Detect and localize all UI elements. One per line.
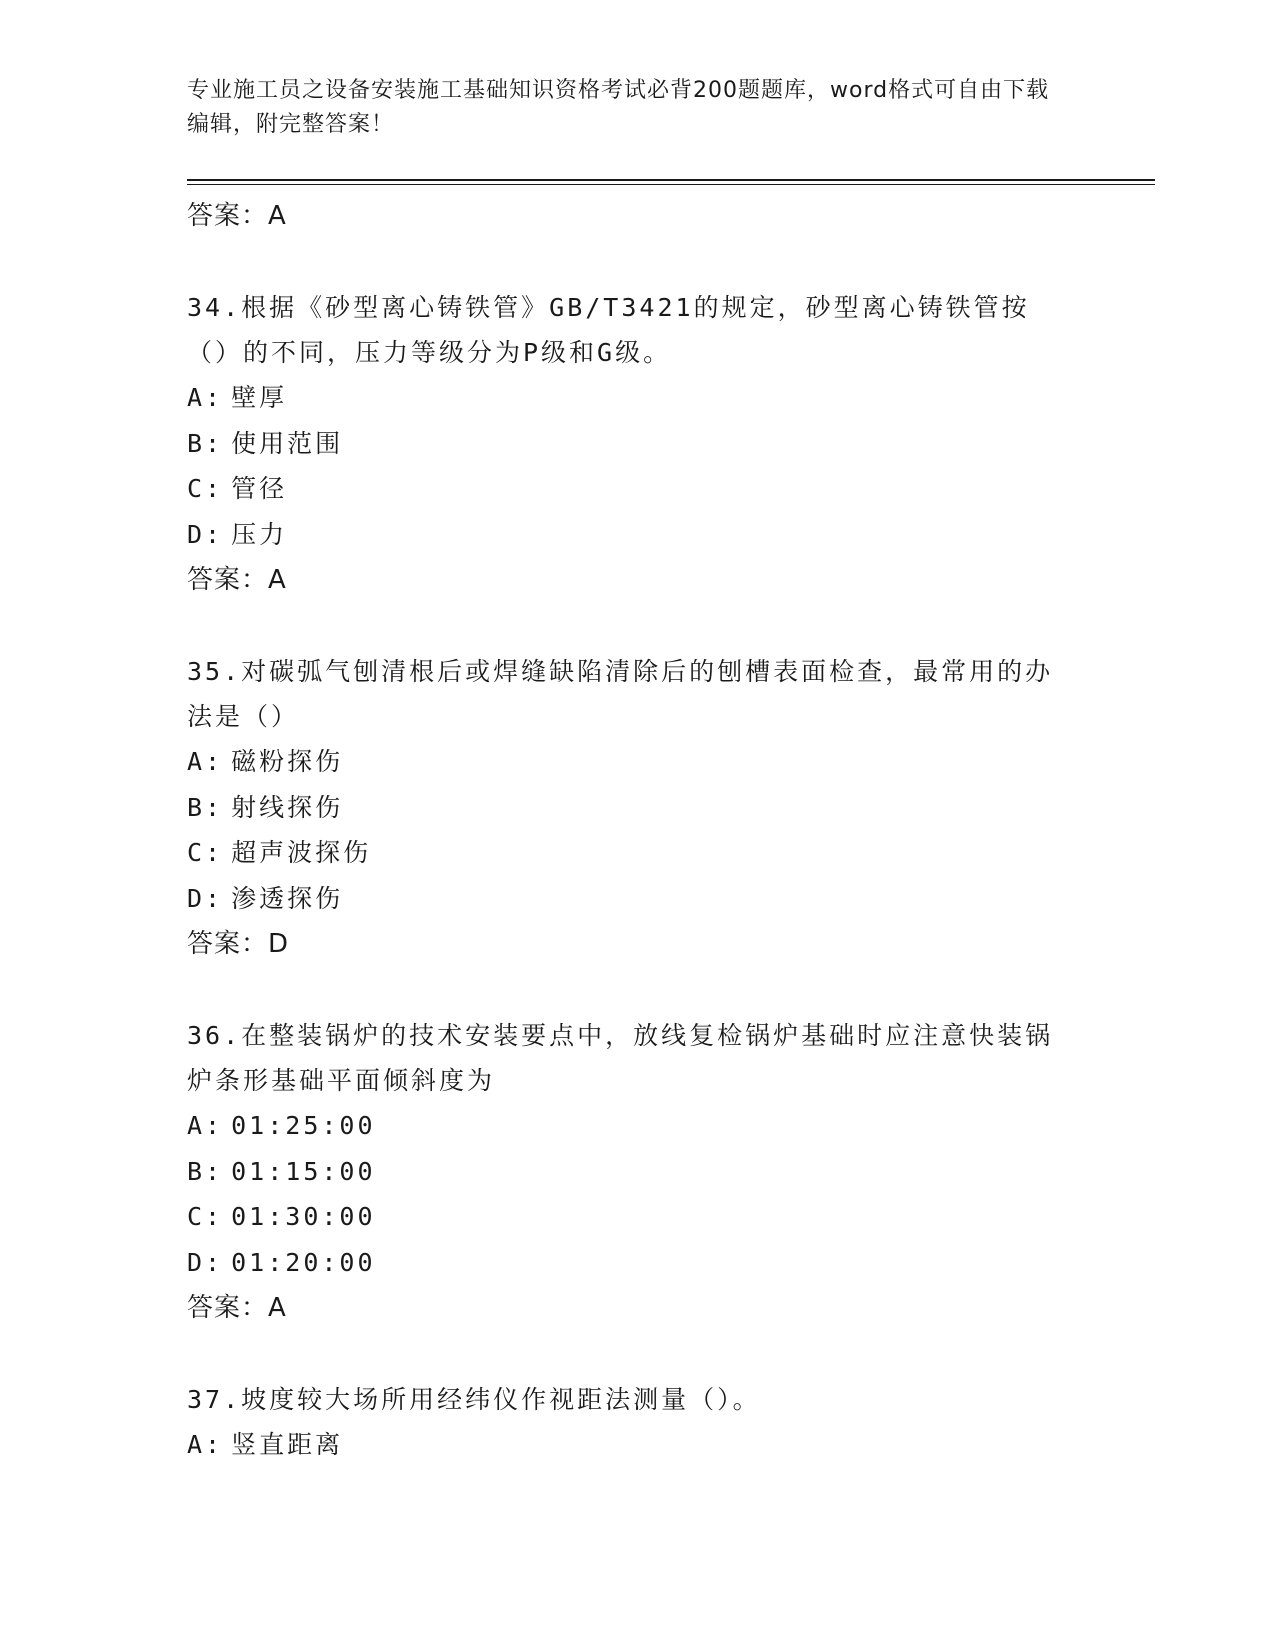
question-stem: 37.坡度较大场所用经纬仪作视距法测量（）。: [187, 1385, 761, 1414]
option-key: A:: [187, 1430, 224, 1459]
option-key: B:: [187, 1156, 224, 1186]
option-text: 使用范围: [231, 428, 344, 458]
answer-prefix: 答案：: [187, 201, 269, 231]
answer-value: D: [268, 929, 290, 959]
option-b: [187, 785, 1087, 831]
option-key: B:: [187, 792, 224, 822]
answer-prefix: 答案：: [187, 565, 269, 595]
option-text: 超声波探伤: [231, 838, 372, 867]
question-stem: 35.对碳弧气刨清根后或焊缝缺陷清除后的刨槽表面检查，最常用的办法是（）: [187, 657, 1054, 731]
answer-line: [187, 921, 1087, 967]
header-divider-thin: [187, 184, 1155, 185]
option-text: 管径: [231, 474, 288, 503]
option-a: [187, 739, 1087, 785]
option-text: 磁粉探伤: [231, 747, 344, 776]
header-divider: [187, 179, 1155, 181]
option-text: 壁厚: [231, 383, 288, 412]
answer-value: A: [268, 565, 287, 595]
option-key: D:: [187, 1247, 224, 1277]
option-key: D:: [187, 883, 224, 913]
option-text: 01:20:00: [231, 1247, 376, 1277]
option-text: 01:30:00: [231, 1202, 376, 1231]
answer-value: A: [268, 201, 287, 231]
option-key: C:: [187, 838, 224, 867]
document-header: 专业施工员之设备安装施工基础知识资格考试必背200题题库，word格式可自由下载编辑，附完整答案！: [187, 78, 1050, 137]
option-text: 射线探伤: [231, 792, 344, 822]
option-key: A:: [187, 1111, 224, 1140]
option-b: [187, 1149, 1087, 1195]
option-a: [187, 1422, 1087, 1468]
option-b: [187, 421, 1087, 467]
option-text: 竖直距离: [231, 1430, 344, 1459]
option-key: A:: [187, 383, 224, 412]
option-c: [187, 1194, 1087, 1240]
question-35: [187, 649, 1087, 967]
question-list: [187, 188, 1087, 1468]
option-a: [187, 1103, 1087, 1149]
option-key: D:: [187, 519, 224, 549]
answer-line: [187, 1285, 1087, 1331]
question-stem: 36.在整装锅炉的技术安装要点中，放线复检锅炉基础时应注意快装锅炉条形基础平面倾斜度为: [187, 1021, 1054, 1095]
question-36: [187, 1013, 1087, 1331]
answer-line: [187, 557, 1087, 603]
option-a: [187, 375, 1087, 421]
question-37: [187, 1377, 1087, 1468]
option-text: 01:15:00: [231, 1156, 376, 1186]
option-key: B:: [187, 428, 224, 458]
option-d: [187, 876, 1087, 922]
option-key: C:: [187, 474, 224, 503]
option-d: [187, 1240, 1087, 1286]
answer-prefix: 答案：: [187, 929, 269, 959]
option-c: [187, 466, 1087, 512]
question-34: [187, 285, 1087, 603]
option-d: [187, 512, 1087, 558]
option-c: [187, 830, 1087, 876]
answer-prefix: 答案：: [187, 1293, 269, 1323]
option-text: 压力: [231, 519, 288, 549]
option-key: C:: [187, 1202, 224, 1231]
option-text: 渗透探伤: [231, 883, 344, 913]
option-text: 01:25:00: [231, 1111, 376, 1140]
question-stem: 34.根据《砂型离心铸铁管》GB/T3421的规定，砂型离心铸铁管按（）的不同，压力等级分为P级和G级。: [187, 293, 1030, 367]
option-key: A:: [187, 747, 224, 776]
answer-line: [187, 193, 1087, 239]
answer-value: A: [268, 1293, 287, 1323]
